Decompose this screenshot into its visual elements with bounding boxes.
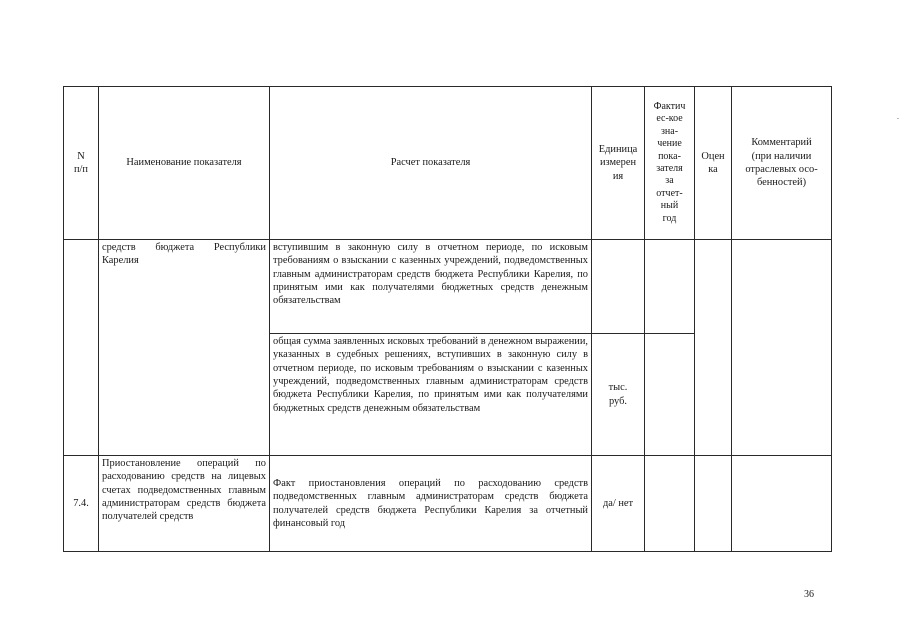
row-74-comment: [732, 456, 832, 552]
row-cont-unit-1: [592, 240, 645, 334]
row-74-unit: да/ нет: [592, 456, 645, 552]
row-cont-calc-2: общая сумма заявленных исковых требований в денежном выражении, указанных в судебных решениях, вступивших в законную силу в отчетном периоде, по исковым требованиям о взыскании с казенных учреждений, подведомственных главным администраторам средств бюджета Республики Карелия, по принятым ими как получателями бюджетных средств денежным обязательствам: [270, 334, 592, 456]
table-row: [64, 456, 832, 552]
row-cont-calc-1: вступившим в законную силу в отчетном периоде, по исковым требованиям о взыскании с казенных учреждений, подведомственных главным администраторам средств бюджета Республики Карелия, по принятым ими как получателями бюджетных средств денежным обязательствам: [270, 240, 592, 334]
header-calc: Расчет показателя: [270, 87, 592, 240]
row-cont-comment: [732, 240, 832, 456]
row-74-score: [695, 456, 732, 552]
row-cont-actual-1: [645, 240, 695, 334]
row-cont-actual-2: [645, 334, 695, 456]
header-actual: Фактич ес-кое зна- чение пока- зателя за отчет- ный год: [645, 87, 695, 240]
header-num: N п/п: [64, 87, 99, 240]
row-74-name: Приостановление операций по расходованию средств на лицевых счетах подведомственных главным администраторам средств бюджета получателей средств: [99, 456, 270, 552]
row-74-num: 7.4.: [64, 456, 99, 552]
table-row: [64, 240, 832, 334]
header-score: Оцен ка: [695, 87, 732, 240]
row-cont-num: [64, 240, 99, 456]
header-comment: Комментарий (при наличии отраслевых осо- бенностей): [732, 87, 832, 240]
scan-edge-mark: [897, 118, 899, 119]
row-74-calc: Факт приостановления операций по расходованию средств подведомственных главным администраторам средств бюджета получателей средств бюджета Республики Карелия за отчетный финансовый год: [270, 456, 592, 552]
header-unit: Единица измерен ия: [592, 87, 645, 240]
row-cont-name: средств бюджета Республики Карелия: [99, 240, 270, 456]
row-74-actual: [645, 456, 695, 552]
row-cont-score: [695, 240, 732, 456]
page-number: 36: [804, 589, 814, 600]
table-header-row: [64, 87, 832, 240]
row-cont-unit-2: тыс. руб.: [592, 334, 645, 456]
indicators-table: [63, 86, 832, 552]
header-name: Наименование показателя: [99, 87, 270, 240]
